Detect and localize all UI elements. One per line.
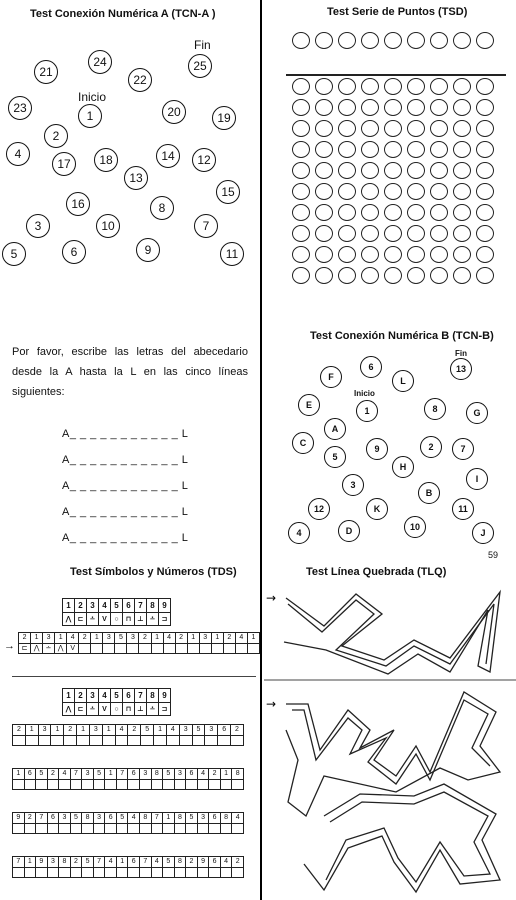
- tcnb-node: A: [324, 418, 346, 440]
- tsd-dot: [292, 162, 310, 179]
- tsd-dot: [476, 99, 494, 116]
- tds-cell: 5: [36, 769, 48, 789]
- tds-cell: 8: [175, 813, 187, 833]
- tds-cell: 5: [163, 857, 175, 877]
- tcnb-node: 9: [366, 438, 388, 460]
- letter-line: A_ _ _ _ _ _ _ _ _ _ _ L: [62, 506, 189, 518]
- tsd-dot: [315, 204, 333, 221]
- tcna-node: 18: [94, 148, 118, 172]
- tsd-dot: [430, 141, 448, 158]
- tsd-dot: [292, 99, 310, 116]
- tsd-dot: [292, 246, 310, 263]
- tsd-dot: [453, 32, 471, 49]
- tds-sample-cell: 3 ∸: [43, 633, 55, 653]
- tds-sample-cell: 1: [248, 633, 259, 653]
- tsd-dot: [292, 32, 310, 49]
- tds-cell: 4: [59, 769, 71, 789]
- tds-key-cell: 1 ⋀: [63, 689, 75, 715]
- tds-sample-cell: 1: [152, 633, 164, 653]
- tds-sample-cell: 2: [176, 633, 188, 653]
- tsd-dot: [430, 99, 448, 116]
- tds-sample-cell: 2 ⊏: [19, 633, 31, 653]
- tsd-dot: [361, 267, 379, 284]
- tsd-dot: [361, 225, 379, 242]
- tds-cell: 3: [59, 813, 71, 833]
- tsd-dot: [384, 78, 402, 95]
- tsd-dot: [430, 225, 448, 242]
- tds-row: [12, 768, 244, 790]
- tds-cell: 4: [232, 813, 243, 833]
- tcna-title: Test Conexión Numérica A (TCN-A ): [30, 8, 216, 20]
- tsd-dot: [430, 120, 448, 137]
- tcnb-node: L: [392, 370, 414, 392]
- tcna-node: 24: [88, 50, 112, 74]
- tcna-node: 20: [162, 100, 186, 124]
- tcnb-node: 3: [342, 474, 364, 496]
- tsd-dot: [361, 183, 379, 200]
- tcnb-node: J: [472, 522, 494, 544]
- letter-line: A_ _ _ _ _ _ _ _ _ _ _ L: [62, 480, 189, 492]
- tcnb-node: 13: [450, 358, 472, 380]
- tcnb-node: D: [338, 520, 360, 542]
- tsd-dot: [430, 267, 448, 284]
- tsd-dot: [476, 141, 494, 158]
- tlq-start-arrow-icon-2: →: [266, 697, 277, 711]
- tsd-title: Test Serie de Puntos (TSD): [327, 6, 468, 18]
- tsd-dot: [315, 246, 333, 263]
- tds-cell: 8: [152, 769, 164, 789]
- tds-sample-cell: 1: [212, 633, 224, 653]
- tcnb-node: 6: [360, 356, 382, 378]
- letter-line: A_ _ _ _ _ _ _ _ _ _ _ L: [62, 428, 189, 440]
- tsd-dot: [407, 225, 425, 242]
- tsd-dot: [453, 183, 471, 200]
- tds-cell: 6: [209, 813, 221, 833]
- tcna-node: 3: [26, 214, 50, 238]
- tds-cell: 5: [186, 813, 198, 833]
- tsd-dot: [338, 183, 356, 200]
- tds-key-cell: 9 ⊐: [159, 599, 170, 625]
- tsd-dot: [384, 99, 402, 116]
- tcnb-node: I: [466, 468, 488, 490]
- tds-cell: 1: [13, 769, 25, 789]
- tds-cell: 1: [25, 857, 37, 877]
- tsd-dot: [315, 225, 333, 242]
- tds-cell: 1: [103, 725, 116, 745]
- tcnb-node: 8: [424, 398, 446, 420]
- tds-cell: 4: [221, 857, 233, 877]
- tsd-dot: [407, 32, 425, 49]
- tsd-dot: [384, 162, 402, 179]
- tds-sample-cell: 4: [164, 633, 176, 653]
- tcnb-inicio-label: Inicio: [354, 389, 375, 398]
- tlq-title: Test Línea Quebrada (TLQ): [306, 566, 447, 578]
- tsd-dot: [384, 204, 402, 221]
- tds-cell: 9: [198, 857, 210, 877]
- tds-row: [12, 856, 244, 878]
- tsd-dot: [292, 183, 310, 200]
- tsd-dot: [407, 183, 425, 200]
- tds-title: Test Símbolos y Números (TDS): [70, 566, 237, 578]
- tds-cell: 8: [140, 813, 152, 833]
- tsd-dot: [361, 204, 379, 221]
- tsd-dot: [384, 141, 402, 158]
- tds-cell: 4: [152, 857, 164, 877]
- tds-cell: 2: [128, 725, 141, 745]
- tds-cell: 8: [221, 813, 233, 833]
- tsd-dot: [292, 204, 310, 221]
- tds-cell: 5: [117, 813, 129, 833]
- tds-cell: 6: [186, 769, 198, 789]
- tds-cell: 7: [94, 857, 106, 877]
- tds-cell: 2: [232, 857, 243, 877]
- tcna-node: 19: [212, 106, 236, 130]
- tds-key-cell: 3 ∸: [87, 689, 99, 715]
- tds-cell: 9: [13, 813, 25, 833]
- tsd-dot: [430, 162, 448, 179]
- tsd-dot: [453, 267, 471, 284]
- tcna-node: 14: [156, 144, 180, 168]
- tds-cell: 3: [82, 769, 94, 789]
- tcna-node: 11: [220, 242, 244, 266]
- tds-cell: 3: [94, 813, 106, 833]
- tds-key-cell: 4 V: [99, 689, 111, 715]
- tcnb-node: H: [392, 456, 414, 478]
- tsd-dot: [384, 183, 402, 200]
- tds-cell: 5: [193, 725, 206, 745]
- tcna-node: 25: [188, 54, 212, 78]
- tds-sample-cell: 1 ⋀: [55, 633, 67, 653]
- tds-divider: [12, 676, 256, 677]
- tds-sample-cell: 3: [103, 633, 115, 653]
- tds-cell: 3: [48, 857, 60, 877]
- tds-cell: 9: [36, 857, 48, 877]
- tcna-node: 2: [44, 124, 68, 148]
- tcnb-node: 7: [452, 438, 474, 460]
- tds-sample-cell: 3: [200, 633, 212, 653]
- tds-cell: 5: [82, 857, 94, 877]
- tsd-dot: [453, 204, 471, 221]
- tsd-dot: [407, 78, 425, 95]
- tsd-dot: [315, 99, 333, 116]
- tds-cell: 7: [117, 769, 129, 789]
- tcnb-node: 12: [308, 498, 330, 520]
- tcnb-title: Test Conexión Numérica B (TCN-B): [310, 330, 494, 342]
- tcna-node: 15: [216, 180, 240, 204]
- tds-key-cell: 6 ⊓: [123, 689, 135, 715]
- tds-cell: 7: [140, 857, 152, 877]
- tsd-dot: [338, 267, 356, 284]
- tds-key-cell: 2 ⊏: [75, 689, 87, 715]
- tds-key-cell: 3 ∸: [87, 599, 99, 625]
- tsd-dot: [338, 141, 356, 158]
- tds-sample-cell: 2: [79, 633, 91, 653]
- tcna-node: 23: [8, 96, 32, 120]
- tds-sample-cell: 1: [188, 633, 200, 653]
- letter-line: A_ _ _ _ _ _ _ _ _ _ _ L: [62, 454, 189, 466]
- tds-cell: 5: [141, 725, 154, 745]
- tsd-separator-line: [286, 74, 506, 76]
- tds-cell: 8: [82, 813, 94, 833]
- tsd-dot: [338, 162, 356, 179]
- tds-cell: 6: [128, 857, 140, 877]
- page-number: 59: [488, 550, 499, 560]
- tds-key-cell: 2 ⊏: [75, 599, 87, 625]
- tsd-dot: [361, 99, 379, 116]
- tsd-dot: [361, 120, 379, 137]
- tsd-dot: [476, 78, 494, 95]
- tsd-dot: [453, 141, 471, 158]
- tsd-dot: [315, 78, 333, 95]
- tds-cell: 2: [231, 725, 243, 745]
- tcna-node: 8: [150, 196, 174, 220]
- tds-key-cell: 4 V: [99, 599, 111, 625]
- tsd-dot: [384, 246, 402, 263]
- tds-cell: 1: [26, 725, 39, 745]
- tcnb-node: 4: [288, 522, 310, 544]
- tsd-dot: [338, 99, 356, 116]
- tds-cell: 6: [25, 769, 37, 789]
- tds-row: [12, 812, 244, 834]
- tsd-dot: [453, 120, 471, 137]
- tsd-dot: [292, 267, 310, 284]
- tds-cell: 3: [180, 725, 193, 745]
- tcna-node: 7: [194, 214, 218, 238]
- tsd-dot: [407, 246, 425, 263]
- tds-cell: 2: [209, 769, 221, 789]
- tds-cell: 7: [71, 769, 83, 789]
- tsd-dot: [476, 267, 494, 284]
- tsd-dot: [476, 246, 494, 263]
- tds-cell: 8: [232, 769, 243, 789]
- tds-cell: 1: [163, 813, 175, 833]
- tds-cell: 1: [117, 857, 129, 877]
- tsd-dot: [476, 225, 494, 242]
- tsd-dot: [384, 225, 402, 242]
- tds-cell: 6: [48, 813, 60, 833]
- tds-key-cell: 7 ⊥: [135, 599, 147, 625]
- tsd-dot: [476, 204, 494, 221]
- tds-key-cell: 5 ○: [111, 689, 123, 715]
- tcna-node: 1: [78, 104, 102, 128]
- tds-cell: 6: [105, 813, 117, 833]
- tds-cell: 1: [221, 769, 233, 789]
- tds-cell: 4: [198, 769, 210, 789]
- letter-line: A_ _ _ _ _ _ _ _ _ _ _ L: [62, 532, 189, 544]
- tsd-dot: [315, 267, 333, 284]
- tds-cell: 2: [25, 813, 37, 833]
- tcna-node: 10: [96, 214, 120, 238]
- tcna-node: 13: [124, 166, 148, 190]
- tcnb-node: B: [418, 482, 440, 504]
- tds-sample-cell: 3: [127, 633, 139, 653]
- tsd-dot: [453, 162, 471, 179]
- tds-cell: 7: [13, 857, 25, 877]
- tds-cell: 3: [175, 769, 187, 789]
- tds-key-table-2: [62, 688, 171, 716]
- tcnb-node: 1: [356, 400, 378, 422]
- tds-cell: 3: [39, 725, 52, 745]
- tds-key-cell: 1 ⋀: [63, 599, 75, 625]
- tsd-dot: [430, 246, 448, 263]
- tds-sample-cell: 2: [224, 633, 236, 653]
- tds-cell: 6: [128, 769, 140, 789]
- tds-key-table: [62, 598, 171, 626]
- tds-cell: 5: [94, 769, 106, 789]
- tds-cell: 2: [13, 725, 26, 745]
- tsd-dot-grid-top: [292, 32, 494, 49]
- tcna-node: 4: [6, 142, 30, 166]
- tds-row: [12, 724, 244, 746]
- tsd-dot: [430, 32, 448, 49]
- tds-cell: 3: [140, 769, 152, 789]
- tds-cell: 4: [167, 725, 180, 745]
- tds-key-cell: 8 ∸: [147, 599, 159, 625]
- tsd-dot: [430, 204, 448, 221]
- tsd-dot: [453, 225, 471, 242]
- tds-cell: 2: [48, 769, 60, 789]
- tds-cell: 5: [71, 813, 83, 833]
- tsd-dot: [407, 141, 425, 158]
- tsd-dot: [292, 78, 310, 95]
- tsd-dot: [338, 246, 356, 263]
- tsd-dot: [476, 120, 494, 137]
- tds-key-cell: 5 ○: [111, 599, 123, 625]
- tds-key-cell: 6 ⊓: [123, 599, 135, 625]
- tds-cell: 2: [71, 857, 83, 877]
- tds-cell: 4: [105, 857, 117, 877]
- tcnb-node: E: [298, 394, 320, 416]
- tcnb-node: 5: [324, 446, 346, 468]
- tcna-node: 16: [66, 192, 90, 216]
- tds-cell: 4: [116, 725, 129, 745]
- tcna-node: 21: [34, 60, 58, 84]
- tsd-dot: [315, 32, 333, 49]
- tds-sample-row: [18, 632, 260, 654]
- tds-key-cell: 9 ⊐: [159, 689, 170, 715]
- tds-cell: 3: [205, 725, 218, 745]
- tcna-node: 9: [136, 238, 160, 262]
- tsd-dot: [407, 204, 425, 221]
- tsd-dot: [338, 32, 356, 49]
- tcnb-node: G: [466, 402, 488, 424]
- tsd-dot: [453, 246, 471, 263]
- tcna-node: 12: [192, 148, 216, 172]
- tsd-dot: [407, 99, 425, 116]
- center-divider: [260, 0, 262, 900]
- tds-cell: 1: [105, 769, 117, 789]
- tsd-dot: [361, 162, 379, 179]
- tlq-maze: [264, 580, 516, 900]
- tds-cell: 8: [175, 857, 187, 877]
- tsd-dot: [407, 267, 425, 284]
- tcna-node: 6: [62, 240, 86, 264]
- tcnb-node: C: [292, 432, 314, 454]
- letters-instruction: Por favor, escribe las letras del abecedario desde la A hasta la L en las cinco líneas siguientes:: [12, 346, 248, 398]
- tsd-dot: [361, 78, 379, 95]
- tds-cell: 8: [59, 857, 71, 877]
- tsd-dot: [315, 141, 333, 158]
- tcna-fin-label: Fin: [194, 38, 211, 52]
- tds-sample-cell: 2: [139, 633, 151, 653]
- tsd-dot: [361, 141, 379, 158]
- arrow-icon: →: [4, 640, 15, 652]
- tsd-dot: [292, 120, 310, 137]
- tsd-dot: [430, 183, 448, 200]
- tcnb-node: 11: [452, 498, 474, 520]
- tsd-dot: [292, 141, 310, 158]
- tds-sample-cell: 4: [236, 633, 248, 653]
- tsd-dot: [361, 32, 379, 49]
- tcna-node: 17: [52, 152, 76, 176]
- tds-cell: 3: [90, 725, 103, 745]
- tds-cell: 5: [163, 769, 175, 789]
- tsd-dot: [361, 246, 379, 263]
- tds-cell: 2: [186, 857, 198, 877]
- tcna-inicio-label: Inicio: [78, 90, 107, 104]
- tds-cell: 6: [218, 725, 231, 745]
- tsd-dot: [338, 120, 356, 137]
- tds-sample-cell: 1 ⋀: [31, 633, 43, 653]
- tlq-start-arrow-icon: →: [266, 591, 277, 605]
- tds-sample-cell: 4 V: [67, 633, 79, 653]
- tds-cell: 1: [77, 725, 90, 745]
- tsd-dot: [338, 78, 356, 95]
- tsd-dot: [384, 32, 402, 49]
- tds-cell: 7: [36, 813, 48, 833]
- tds-cell: 7: [152, 813, 164, 833]
- tcna-node: 22: [128, 68, 152, 92]
- tsd-dot: [453, 78, 471, 95]
- tsd-dot: [430, 78, 448, 95]
- tds-cell: 1: [51, 725, 64, 745]
- tcnb-node: F: [320, 366, 342, 388]
- tds-sample-cell: 5: [115, 633, 127, 653]
- tsd-dot: [384, 120, 402, 137]
- tsd-dot: [315, 162, 333, 179]
- tcnb-fin-label: Fin: [455, 349, 467, 358]
- tsd-dot: [292, 225, 310, 242]
- tds-key-cell: 7 ⊥: [135, 689, 147, 715]
- tsd-dot: [476, 32, 494, 49]
- tds-cell: 2: [64, 725, 77, 745]
- tsd-dot-grid: [292, 78, 494, 284]
- tds-key-cell: 8 ∸: [147, 689, 159, 715]
- tsd-dot: [384, 267, 402, 284]
- tsd-dot: [338, 204, 356, 221]
- tsd-dot: [338, 225, 356, 242]
- tcna-node: 5: [2, 242, 26, 266]
- tcnb-node: 10: [404, 516, 426, 538]
- tsd-dot: [315, 120, 333, 137]
- tds-cell: 3: [198, 813, 210, 833]
- tds-cell: 6: [209, 857, 221, 877]
- tsd-dot: [476, 183, 494, 200]
- tds-cell: 1: [154, 725, 167, 745]
- tsd-dot: [407, 162, 425, 179]
- tsd-dot: [407, 120, 425, 137]
- tsd-dot: [476, 162, 494, 179]
- tds-cell: 4: [128, 813, 140, 833]
- tds-sample-cell: 1: [91, 633, 103, 653]
- tcnb-node: 2: [420, 436, 442, 458]
- tcnb-node: K: [366, 498, 388, 520]
- tsd-dot: [315, 183, 333, 200]
- tsd-dot: [453, 99, 471, 116]
